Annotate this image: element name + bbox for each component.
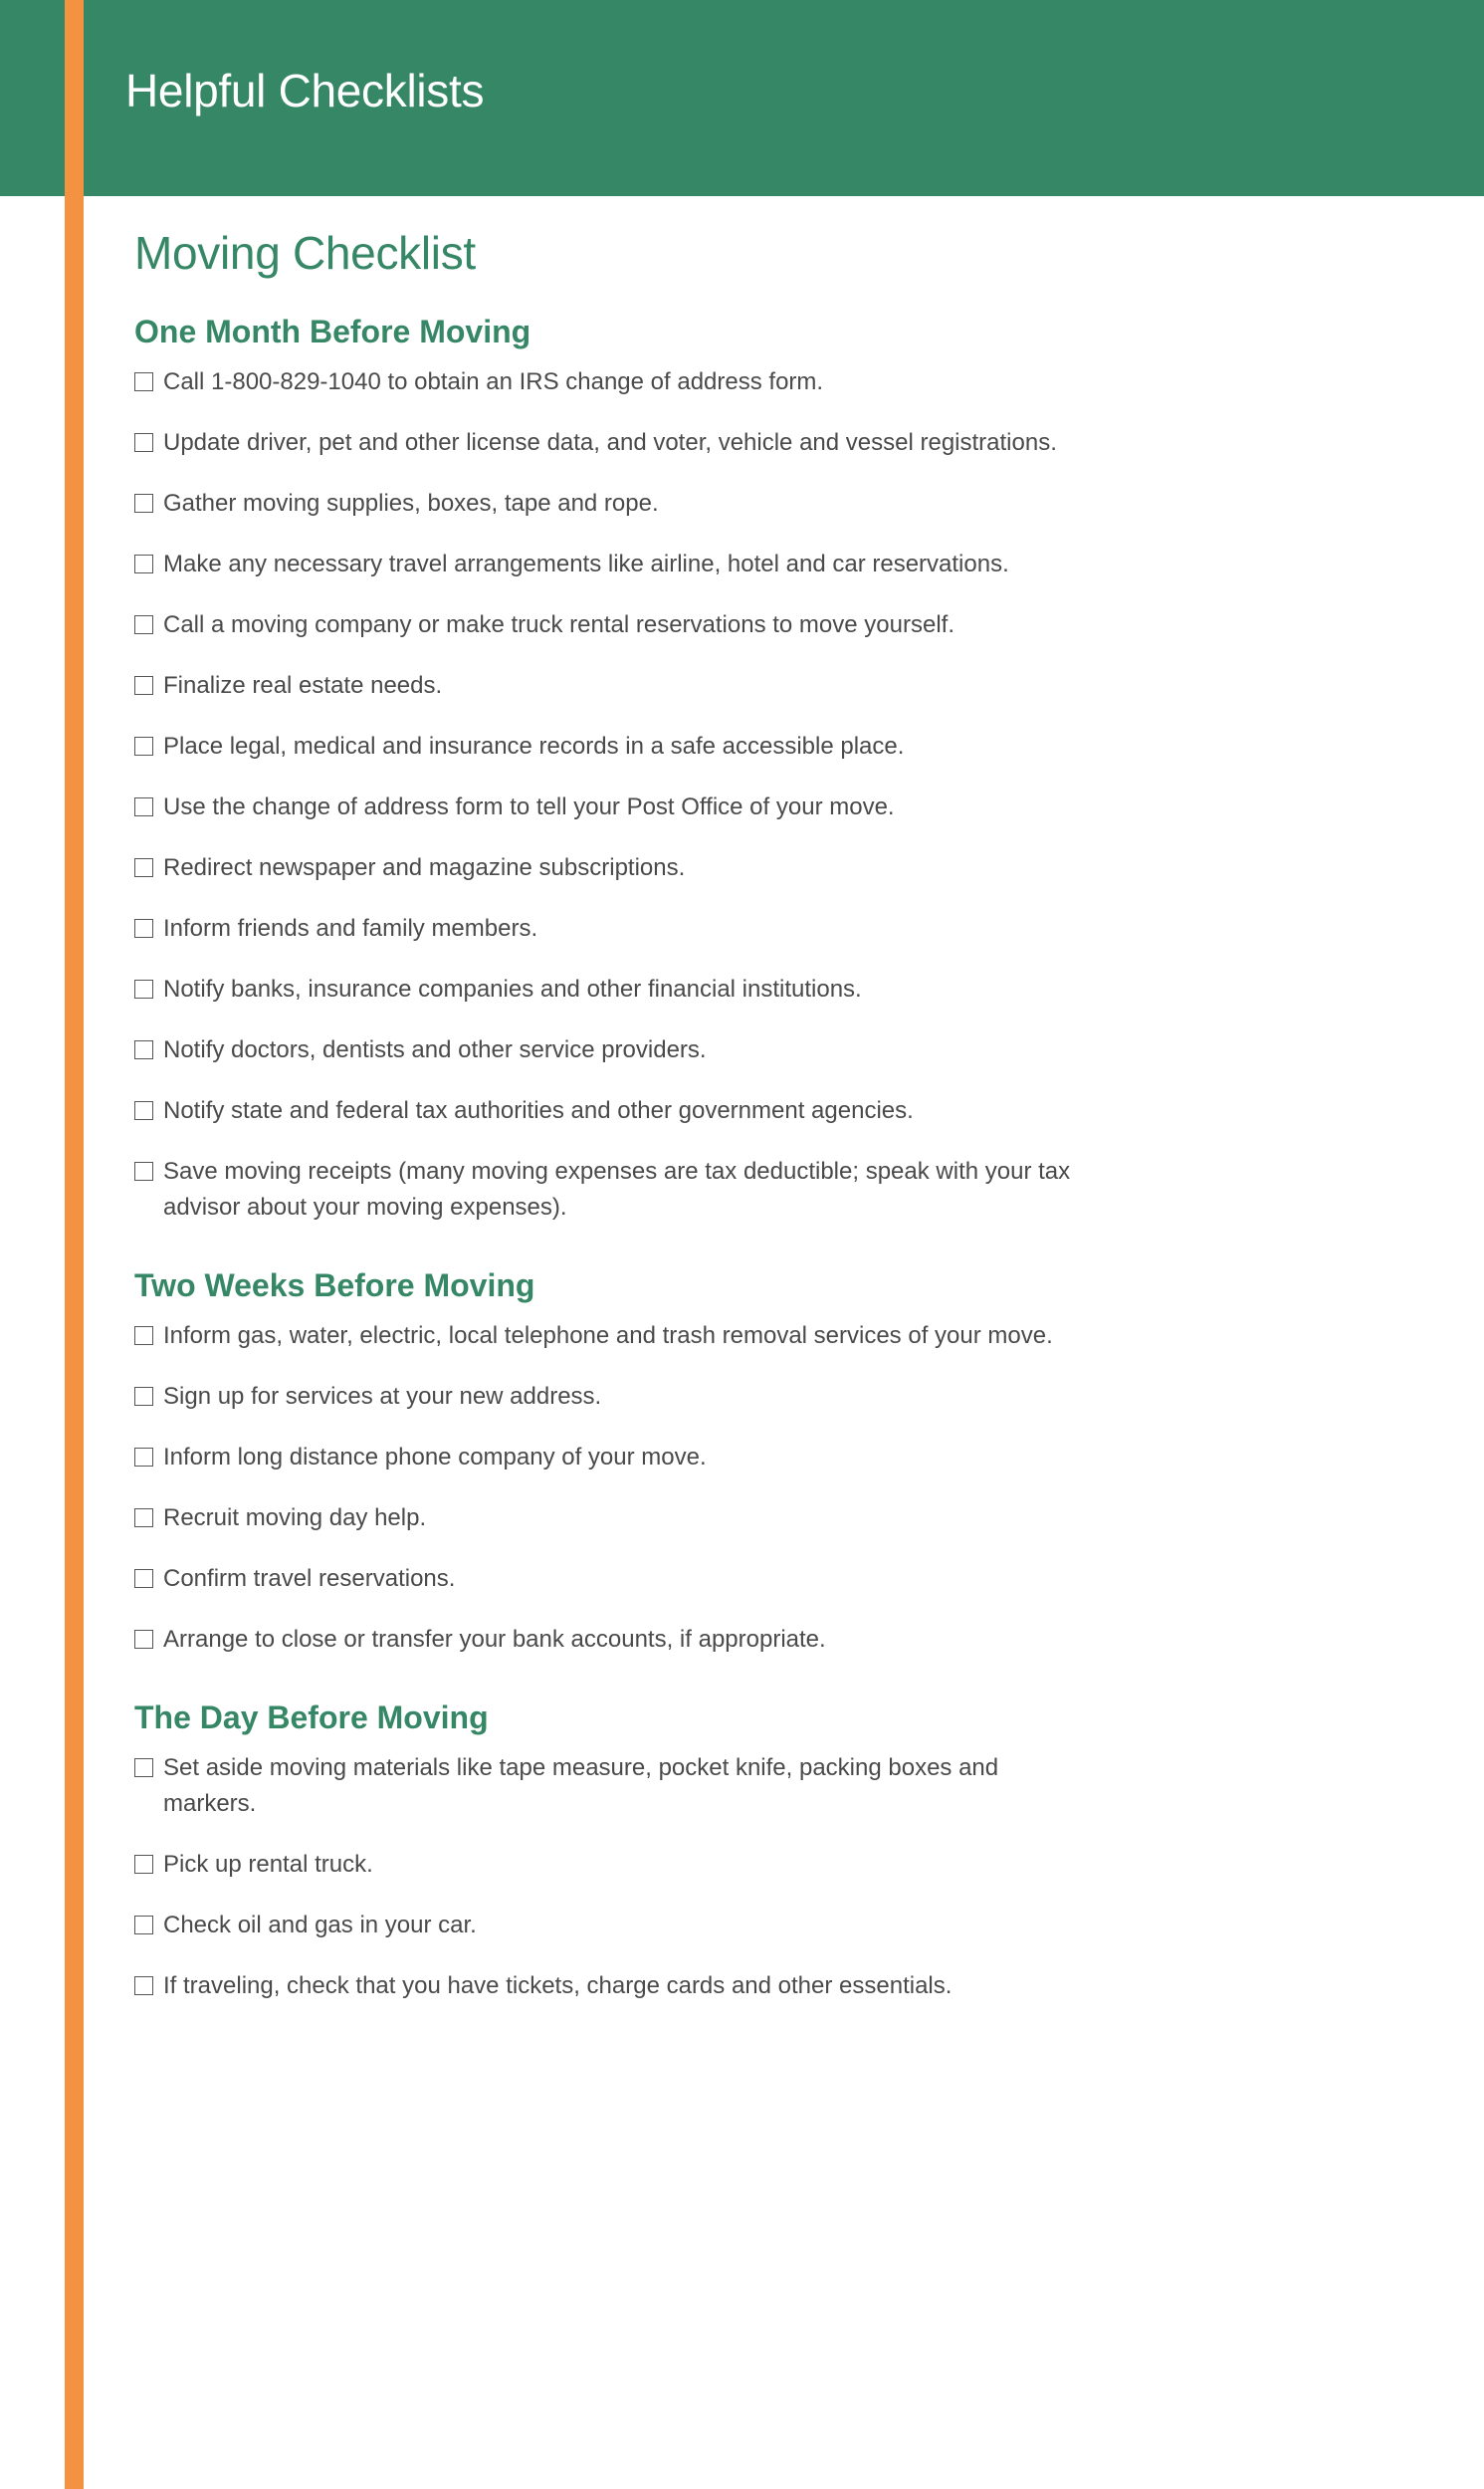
checkbox[interactable] xyxy=(134,1855,153,1874)
section-title: The Day Before Moving xyxy=(134,1699,489,1735)
checklist-item-label: Inform gas, water, electric, local telephone and trash removal services of your move. xyxy=(163,1322,1053,1349)
checklist-item-label: Arrange to close or transfer your bank accounts, if appropriate. xyxy=(163,1626,826,1653)
checkbox[interactable] xyxy=(134,555,153,573)
checkbox[interactable] xyxy=(134,1916,153,1934)
checkbox[interactable] xyxy=(134,1976,153,1995)
checklist-item xyxy=(134,547,1130,582)
checklist-content xyxy=(134,223,1130,2043)
header-title: Helpful Checklists xyxy=(125,65,485,116)
checklist-item xyxy=(134,1500,1130,1536)
checklist-section xyxy=(134,1697,1130,2004)
checklist-item xyxy=(134,911,1130,947)
checklist-item xyxy=(134,425,1130,461)
checklist xyxy=(134,1318,1130,1658)
checklist-item xyxy=(134,668,1130,704)
checklist-item xyxy=(134,1561,1130,1597)
checklist-item-label: Set aside moving materials like tape measure, pocket knife, packing boxes and markers. xyxy=(163,1754,999,1817)
checkbox[interactable] xyxy=(134,797,153,816)
checkbox[interactable] xyxy=(134,1569,153,1588)
checklist-item xyxy=(134,1154,1130,1226)
checklist-item-label: Gather moving supplies, boxes, tape and rope. xyxy=(163,490,659,517)
checklist-item xyxy=(134,1093,1130,1129)
checkbox[interactable] xyxy=(134,1101,153,1120)
checkbox[interactable] xyxy=(134,980,153,999)
checklist-item xyxy=(134,607,1130,643)
checklist-item-label: Call 1-800-829-1040 to obtain an IRS change of address form. xyxy=(163,368,824,395)
checklist-item xyxy=(134,790,1130,825)
side-accent-stripe xyxy=(65,0,84,2489)
checkbox[interactable] xyxy=(134,676,153,695)
checkbox[interactable] xyxy=(134,737,153,756)
checklist-item-label: Inform friends and family members. xyxy=(163,915,538,942)
section-title: One Month Before Moving xyxy=(134,314,531,349)
checkbox[interactable] xyxy=(134,494,153,513)
checkbox[interactable] xyxy=(134,1508,153,1527)
checklist-item-label: Save moving receipts (many moving expenses are tax deductible; speak with your tax advisor about your moving expenses). xyxy=(163,1158,1071,1221)
checklist-item xyxy=(134,729,1130,765)
checklist-item xyxy=(134,1440,1130,1475)
checklist-item-label: Sign up for services at your new address. xyxy=(163,1383,602,1410)
checkbox[interactable] xyxy=(134,1326,153,1345)
checklist-item-label: If traveling, check that you have tickets, charge cards and other essentials. xyxy=(163,1972,953,1999)
checklist-item xyxy=(134,1032,1130,1068)
checklist-item-label: Make any necessary travel arrangements like airline, hotel and car reservations. xyxy=(163,551,1009,577)
checkbox[interactable] xyxy=(134,858,153,877)
checklist-item xyxy=(134,364,1130,400)
checklist-item-label: Place legal, medical and insurance records in a safe accessible place. xyxy=(163,733,905,760)
checklist-item xyxy=(134,1750,1130,1822)
checklist-item xyxy=(134,1379,1130,1415)
checklist-section xyxy=(134,311,1130,1226)
checklist-item-label: Notify state and federal tax authorities and other government agencies. xyxy=(163,1097,914,1124)
checklist-item-label: Call a moving company or make truck rental reservations to move yourself. xyxy=(163,611,954,638)
checklist-item-label: Inform long distance phone company of your move. xyxy=(163,1444,707,1471)
checklist xyxy=(134,364,1130,1226)
checklist-item-label: Confirm travel reservations. xyxy=(163,1565,456,1592)
checkbox[interactable] xyxy=(134,615,153,634)
checklist-sections xyxy=(134,311,1130,2004)
checkbox[interactable] xyxy=(134,1162,153,1181)
checkbox[interactable] xyxy=(134,372,153,391)
checklist-item-label: Recruit moving day help. xyxy=(163,1504,427,1531)
checkbox[interactable] xyxy=(134,433,153,452)
checkbox[interactable] xyxy=(134,1448,153,1467)
checklist-item xyxy=(134,850,1130,886)
checklist-item xyxy=(134,1318,1130,1354)
section-title: Two Weeks Before Moving xyxy=(134,1267,535,1303)
header-band xyxy=(0,0,1484,196)
checklist-item xyxy=(134,1847,1130,1883)
checkbox[interactable] xyxy=(134,1040,153,1059)
checklist-item-label: Redirect newspaper and magazine subscriptions. xyxy=(163,854,686,881)
checklist-item xyxy=(134,1908,1130,1943)
checklist-item-label: Use the change of address form to tell your Post Office of your move. xyxy=(163,793,895,820)
checklist-item xyxy=(134,486,1130,522)
checkbox[interactable] xyxy=(134,1758,153,1777)
checklist-item xyxy=(134,972,1130,1008)
checkbox[interactable] xyxy=(134,1387,153,1406)
checkbox[interactable] xyxy=(134,1630,153,1649)
checklist-item-label: Update driver, pet and other license data, and voter, vehicle and vessel registrations. xyxy=(163,429,1057,456)
checklist-item-label: Pick up rental truck. xyxy=(163,1851,373,1878)
checklist-item-label: Check oil and gas in your car. xyxy=(163,1912,477,1938)
checklist-item-label: Notify banks, insurance companies and other financial institutions. xyxy=(163,976,862,1003)
checklist-item-label: Notify doctors, dentists and other service providers. xyxy=(163,1036,707,1063)
checkbox[interactable] xyxy=(134,919,153,938)
checklist-section xyxy=(134,1264,1130,1658)
page-title: Moving Checklist xyxy=(134,227,476,279)
checklist-item xyxy=(134,1968,1130,2004)
checklist-item xyxy=(134,1622,1130,1658)
checklist-item-label: Finalize real estate needs. xyxy=(163,672,443,699)
checklist xyxy=(134,1750,1130,2004)
